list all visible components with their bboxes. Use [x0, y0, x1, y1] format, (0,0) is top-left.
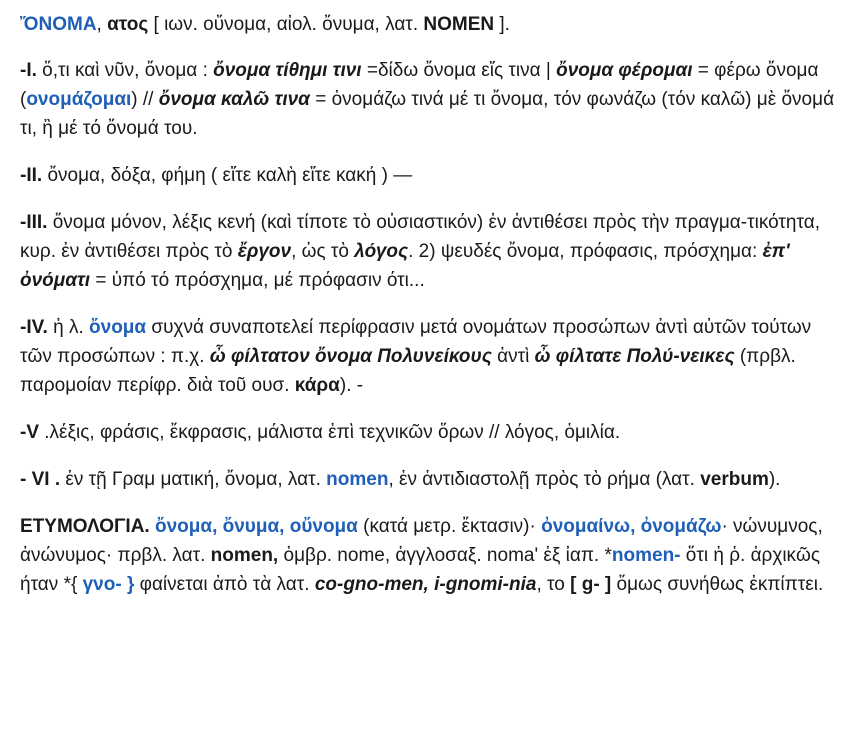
text: φαίνεται ἀπὸ τὰ λατ. — [134, 574, 315, 595]
sense-number: -IV. — [20, 317, 48, 338]
text: = φέρω ὄνομα ( — [20, 60, 819, 110]
sense-1 — [20, 56, 845, 143]
sense-number: -V — [20, 422, 39, 443]
text: ]. — [494, 14, 510, 35]
text: .λέξις, φράσις, ἔκφρασις, μάλιστα ἐπὶ τεχνικῶν ὅρων // λόγος, ὁμιλία. — [39, 422, 621, 443]
phrase: ὄνομα τίθημι τινι — [213, 60, 362, 81]
keyword: verbum — [700, 469, 769, 490]
text: ὅτι ἡ ῥ. ἀρχικῶς ήταν *{ — [20, 545, 821, 595]
sense-number: -III. — [20, 212, 48, 233]
etymology — [20, 512, 845, 599]
sense-4 — [20, 313, 845, 400]
text: ὄνομα μόνον, λέξις κενή (καὶ τίποτε τὸ οὐσιαστικόν) ἐν ἀντιθέσει πρὸς τὴν πραγμα-τικότητα, κυρ. ἐν ἀντιθέσει πρὸς τὸ — [20, 212, 820, 262]
sense-3 — [20, 208, 845, 295]
keyword: [ g- ] — [570, 574, 612, 595]
text: ). - — [339, 375, 364, 396]
keyword: nomen, — [210, 545, 279, 566]
headword-line — [20, 10, 845, 39]
cross-reference: ὄνομα, ὄνυμα, οὔνομα — [154, 516, 358, 537]
text: = ὑπό τό πρόσχημα, μέ πρόφασιν ότι... — [90, 270, 425, 291]
phrase: co-gno-men, i-gnomi-nia — [314, 574, 537, 595]
text: ) // — [131, 89, 159, 110]
text: [ ιων. οὔνομα, αἰολ. ὄνυμα, λατ. — [148, 14, 424, 35]
sense-number: -II. — [20, 165, 43, 186]
genitive-ending: ατος — [107, 14, 149, 35]
text: , ἐν ἀντιδιαστολῇ πρὸς τὸ ρήμα (λατ. — [388, 469, 701, 490]
sense-2 — [20, 161, 845, 190]
text: ἡ λ. — [47, 317, 90, 338]
cross-reference: γνο- } — [82, 574, 135, 595]
text: , ὡς τὸ — [291, 241, 355, 262]
cross-reference: ὄνομα — [89, 317, 147, 338]
phrase: ἔργον — [237, 241, 292, 262]
text: ἀντὶ — [491, 346, 535, 367]
text: , — [96, 14, 108, 35]
text: ὅμως συνήθως ἐκπίπτει. — [611, 574, 824, 595]
text: =δίδω ὄνομα εἴς τινα | — [361, 60, 557, 81]
text: (πρβλ. παρομοίαν περίφρ. διὰ τοῦ ουσ. — [20, 346, 796, 396]
phrase: ὄνομα φέρομαι — [556, 60, 693, 81]
cross-reference: ονομάζομαι — [26, 89, 132, 110]
phrase: ὦ φίλτατον ὄνομα Πολυνείκους — [209, 346, 492, 367]
keyword: κάρα — [294, 375, 340, 396]
text: ὄνομα, δόξα, φήμη ( εἴτε καλὴ εἴτε κακή ) — — [42, 165, 413, 186]
latin-form: NOMEN — [423, 14, 495, 35]
sense-6 — [20, 465, 845, 494]
cross-reference: ὀνομαίνω, ὀνομάζω — [541, 516, 722, 537]
text: ὅ,τι καὶ νῦν, ὄνομα : — [36, 60, 214, 81]
sense-5 — [20, 418, 845, 447]
phrase: ὄνομα καλῶ τινα — [158, 89, 310, 110]
sense-number: - VI . — [20, 469, 61, 490]
text: ). — [768, 469, 781, 490]
phrase: λόγος — [354, 241, 409, 262]
headword: ὌΝΟΜΑ — [20, 14, 97, 35]
text: , το — [536, 574, 571, 595]
phrase: ἐπ' ὀνόματι — [20, 241, 790, 291]
text: (κατά μετρ. ἔκτασιν)· — [357, 516, 542, 537]
sense-number: -I. — [20, 60, 37, 81]
cross-reference: nomen — [326, 469, 389, 490]
cross-reference: nomen- — [611, 545, 681, 566]
etymology-label: ΕΤΥΜΟΛΟΓΙΑ. — [20, 516, 150, 537]
text: ἐν τῇ Γραμ ματική, ὄνομα, λατ. — [60, 469, 327, 490]
text: = ὀνομάζω τινά μέ τι ὄνομα, τόν φωνάζω (τόν καλῶ) μὲ ὄνομά τι, ἢ μέ τό ὄνομά του. — [20, 89, 835, 139]
text: ὀμβρ. nome, ἀγγλοσαξ. noma' ἐξ ἰαπ. * — [278, 545, 612, 566]
phrase: ὦ φίλτατε Πολύ-νεικες — [534, 346, 735, 367]
text: συχνά συναποτελεί περίφρασιν μετά ονομάτων προσώπων ἀντὶ αὐτῶν τούτων τῶν προσώπων : π.χ. — [20, 317, 812, 367]
text: . 2) ψευδές ὄνομα, πρόφασις, πρόσχημα: — [408, 241, 763, 262]
text: · νώνυμνος, ἀνώνυμος· πρβλ. λατ. — [20, 516, 823, 566]
